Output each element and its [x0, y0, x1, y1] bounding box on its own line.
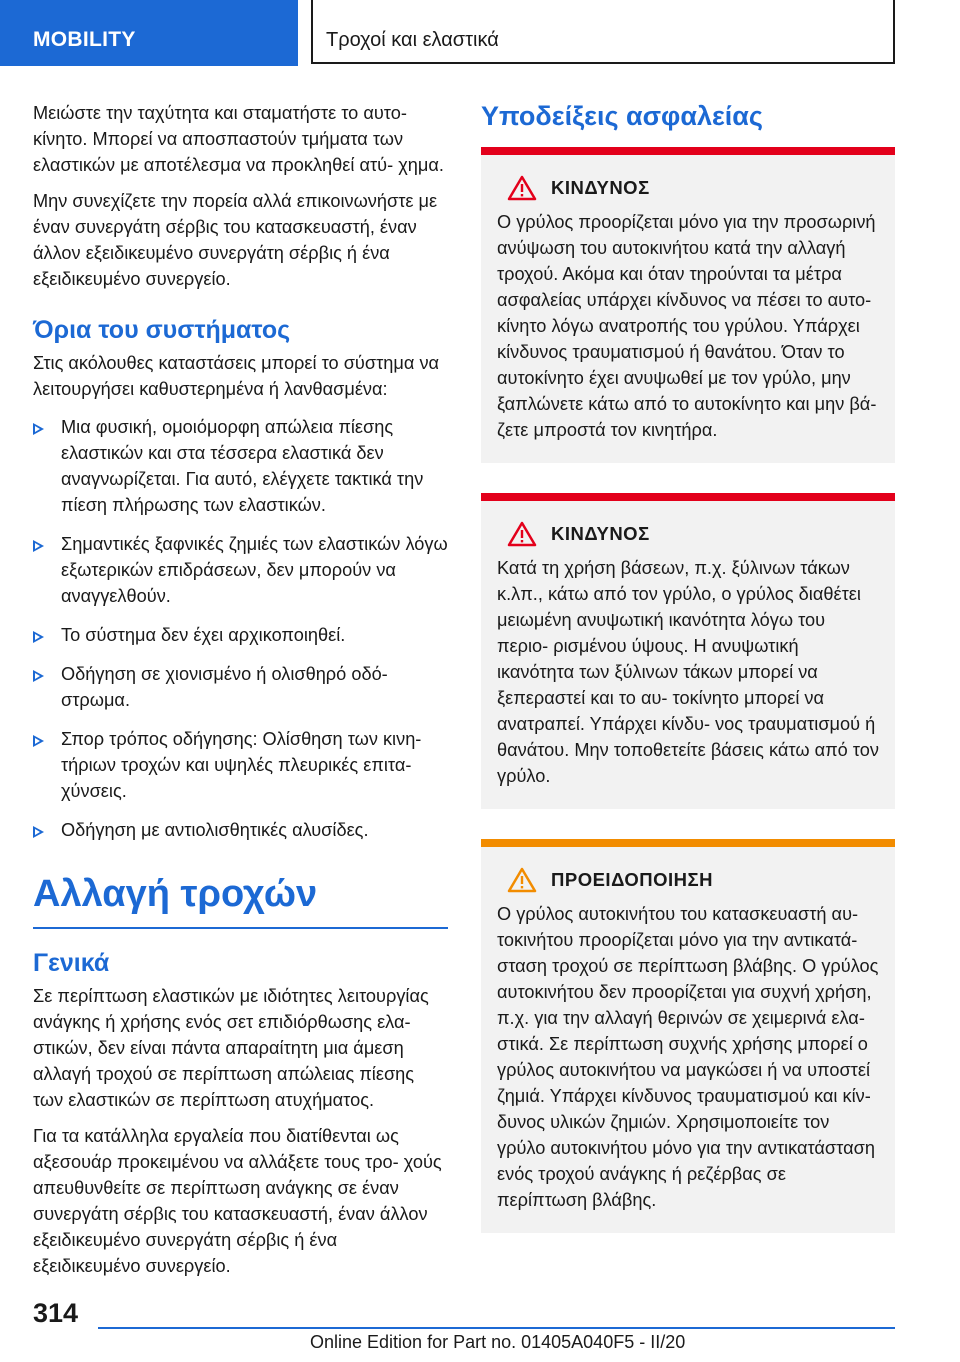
- danger-box: [481, 493, 895, 809]
- warning-text: Ο γρύλος προορίζεται μόνο για την προσωρινή ανύψωση του αυτοκινήτου κατά την αλλαγή τροχού. Ακόμα και όταν τηρούνται τα μέτρα ασφαλείας υπάρχει κίνδυνος να πέσει το αυτο- κίνητο λόγω ανατροπής του γρύλου. Υπάρχει κίνδυνος τραυματισμού ή θανάτου. Όταν το αυτοκίνητο έχει ανυψωθεί με τον γρύλο, μην ξαπλώνετε κάτω από το αυτοκίνητο και μην βά- ζετε μπροστά τον κινητήρα.: [497, 212, 877, 440]
- bullet-triangle-icon: [33, 735, 44, 747]
- warning-triangle-icon: [507, 867, 537, 893]
- list-item-text: Το σύστημα δεν έχει αρχικοποιηθεί.: [61, 625, 346, 645]
- list-item: [33, 817, 448, 843]
- bullet-triangle-icon: [33, 631, 44, 643]
- general-paragraph-2: Για τα κατάλληλα εργαλεία που διατίθενται ως αξεσουάρ προκειμένου να αλλάξετε τους τρο- χούς απευθυνθείτε σε περίπτωση ανάγκης σε έναν συνεργάτη σέρβις του κατασκευαστή, έναν άλλον εξειδικευμένο συνεργάτη σέρβις ή ένα εξειδικευμένο συνεργείο.: [33, 1126, 442, 1276]
- list-item-text: Σημαντικές ξαφνικές ζημιές των ελαστικών λόγω εξωτερικών επιδράσεων, δεν μπορούν να αναγγελθούν.: [61, 534, 448, 606]
- page-number: 314: [33, 1298, 79, 1328]
- warning-triangle-icon: [507, 521, 537, 547]
- limits-intro: Στις ακόλουθες καταστάσεις μπορεί το σύστημα να λειτουργήσει καθυστερημένα ή λανθασμένα:: [33, 353, 440, 399]
- bullet-triangle-icon: [33, 423, 44, 435]
- intro-paragraph-2: Μην συνεχίζετε την πορεία αλλά επικοινωνήστε με έναν συνεργάτη σέρβις του κατασκευαστή, έναν άλλον εξειδικευμένο συνεργάτη σέρβις ή ένα εξειδικευμένο συνεργείο.: [33, 191, 438, 289]
- warning-header: [497, 175, 879, 201]
- footer-edition: Online Edition for Part no. 01405A040F5 - II/20: [310, 1332, 686, 1352]
- right-column: [481, 100, 895, 1263]
- list-item: [33, 414, 448, 518]
- intro-paragraph-1: Μειώστε την ταχύτητα και σταματήστε το αυτο- κίνητο. Μπορεί να αποσπαστούν τμήματα των ελαστικών με αποτέλεσμα να προκληθεί ατύ- χημα.: [33, 103, 444, 175]
- warning-title: ΚΙΝΔΥΝΟΣ: [551, 177, 650, 198]
- warning-text: Κατά τη χρήση βάσεων, π.χ. ξύλινων τάκων κ.λπ., κάτω από τον γρύλο, ο γρύλος διαθέτει μειωμένη ανυψωτική ικανότητα λόγω του περιο- ρισμένου ύψους. Η ανυψωτική ικανότητα των ξύλινων τάκων μπορεί να ξεπεραστεί και το αυ- τοκίνητο μπορεί να ανατραπεί. Υπάρχει κίνδυ- νος τραυματισμού ή θανάτου. Μην τοποθετείτε βάσεις κάτω από τον γρύλο.: [497, 558, 879, 786]
- warning-title: ΚΙΝΔΥΝΟΣ: [551, 523, 650, 544]
- bullet-triangle-icon: [33, 670, 44, 682]
- chapter-title: Τροχοί και ελαστικά: [311, 0, 895, 64]
- list-item: [33, 622, 448, 648]
- wheel-change-heading: Αλλαγή τροχών: [33, 869, 448, 929]
- warning-header: [497, 521, 879, 547]
- limits-heading: Όρια του συστήματος: [33, 316, 291, 344]
- section-tab: MOBILITY: [0, 0, 298, 66]
- list-item-text: Μια φυσική, ομοιόμορφη απώλεια πίεσης ελαστικών και στα τέσσερα ελαστικά δεν αναγνωρίζεται. Για αυτό, ελέγχετε τακτικά την πίεση πλήρωσης των ελαστικών.: [61, 417, 424, 515]
- general-heading: Γενικά: [33, 949, 110, 977]
- warning-triangle-icon: [507, 175, 537, 201]
- warning-header: [497, 867, 879, 893]
- footer-divider: [98, 1327, 895, 1329]
- safety-heading: Υποδείξεις ασφαλείας: [481, 101, 763, 131]
- left-column: [33, 100, 448, 1289]
- warning-title: ΠΡΟΕΙΔΟΠΟΙΗΣΗ: [551, 869, 713, 890]
- list-item-text: Οδήγηση σε χιονισμένο ή ολισθηρό οδό- στρωμα.: [61, 664, 388, 710]
- list-item: [33, 661, 448, 713]
- warning-text: Ο γρύλος αυτοκινήτου του κατασκευαστή αυ- τοκινήτου προορίζεται μόνο για την αντικατά- σταση τροχού σε περίπτωση βλάβης. Ο γρύλος αυτοκινήτου δεν προορίζεται για συχνή χρήση, π.χ. για την αλλαγή θερινών σε χειμερινά ελα- στικά. Σε περίπτωση συχνής χρήσης μπορεί ο γρύλος αυτοκινήτου να μαγκώσει ή να υποστεί ζημιά. Υπάρχει κίνδυνος τραυματισμού και κίν- δυνος υλικών ζημιών. Χρησιμοποιείτε τον γρύλο αυτοκινήτου μόνο για την αντικατάσταση ενός τροχού ανάγκης ή ρεζέρβας σε περίπτωση βλάβης.: [497, 904, 879, 1210]
- bullet-triangle-icon: [33, 826, 44, 838]
- list-item-text: Οδήγηση με αντιολισθητικές αλυσίδες.: [61, 820, 369, 840]
- page-header: [0, 0, 960, 70]
- limits-list: [33, 414, 448, 843]
- list-item-text: Σπορ τρόπος οδήγησης: Ολίσθηση των κινη- τήριων τροχών και υψηλές πλευρικές επιτα- χύνσεις.: [61, 729, 422, 801]
- general-paragraph-1: Σε περίπτωση ελαστικών με ιδιότητες λειτουργίας ανάγκης ή χρήσης ενός σετ επιδιόρθωσης ελα- στικών, δεν είναι πάντα απαραίτητη μια άμεση αλλαγή τροχού σε περίπτωση απώλειας πίεσης των ελαστικών σε περίπτωση ατυχήματος.: [33, 986, 429, 1110]
- danger-box: [481, 147, 895, 463]
- caution-box: [481, 839, 895, 1233]
- list-item: [33, 531, 448, 609]
- list-item: [33, 726, 448, 804]
- bullet-triangle-icon: [33, 540, 44, 552]
